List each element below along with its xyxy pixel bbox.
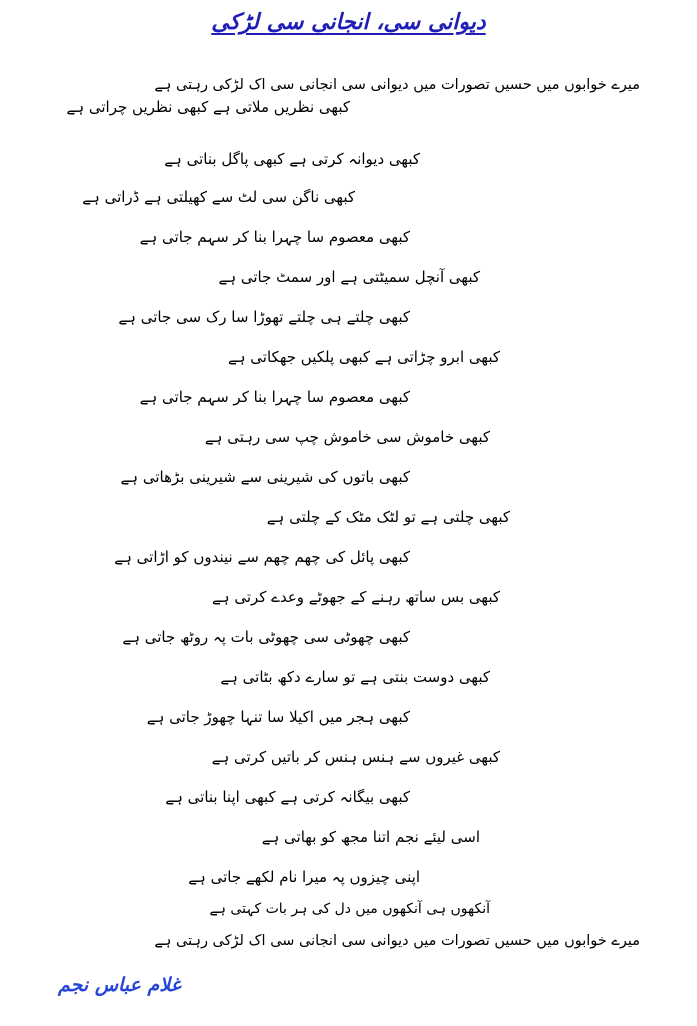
poem-line: کبھی بس ساتھ رہنے کے جھوٹے وعدے کرتی ہے: [211, 588, 500, 606]
poem-line: آنکھوں ہی آنکھوں میں دل کی ہر بات کہتی ہے: [209, 901, 490, 917]
poem-line: میرے خوابوں میں حسیں تصورات میں دیوانی سی انجانی سی اک لڑکی رہتی ہے: [154, 77, 640, 93]
poem-line: کبھی ناگن سی لٹ سے کھیلتی ہے ڈراتی ہے: [82, 188, 355, 206]
poem-line: کبھی خاموش سی خاموش چپ سی رہتی ہے: [204, 428, 490, 446]
poem-line: میرے خوابوں میں حسیں تصورات میں دیوانی سی انجانی سی اک لڑکی رہتی ہے: [154, 933, 640, 949]
poem-line: کبھی دوست بنتی ہے تو سارے دکھ بٹاتی ہے: [220, 668, 490, 686]
poem-line: کبھی باتوں کی شیرینی سے شیرینی بڑھاتی ہے: [120, 468, 410, 486]
author-signature: غلام عباس نجم: [58, 974, 181, 996]
poem-line: کبھی دیوانہ کرتی ہے کبھی پاگل بناتی ہے: [164, 150, 420, 168]
poem-line: کبھی چلتے ہی چلتے تھوڑا سا رک سی جاتی ہے: [118, 308, 410, 326]
poem-line: کبھی ہجر میں اکیلا سا تنہا چھوڑ جاتی ہے: [146, 708, 410, 726]
poem-line: کبھی چلتی ہے تو لٹک مٹک کے چلتی ہے: [266, 508, 510, 526]
poem-line: اسی لیئے نجم اتنا مجھ کو بھاتی ہے: [261, 828, 480, 846]
poem-line: کبھی پائل کی چھم چھم سے نیندوں کو اڑاتی ہے: [114, 548, 410, 566]
poem-line: کبھی غیروں سے ہنس ہنس کر باتیں کرتی ہے: [211, 748, 500, 766]
poem-title: دیوانی سی، انجانی سی لڑکی: [211, 10, 486, 35]
poem-line: کبھی معصوم سا چہرا بنا کر سہم جاتی ہے: [139, 388, 410, 406]
poem-line: کبھی آنچل سمیٹتی ہے اور سمٹ جاتی ہے: [218, 268, 480, 286]
poem-line: کبھی معصوم سا چہرا بنا کر سہم جاتی ہے: [139, 228, 410, 246]
poem-line: کبھی بیگانہ کرتی ہے کبھی اپنا بناتی ہے: [165, 788, 410, 806]
poem-line: اپنی چیزوں پہ میرا نام لکھے جاتی ہے: [188, 868, 420, 886]
poem-line: کبھی چھوٹی سی چھوٹی بات پہ روٹھ جاتی ہے: [122, 628, 410, 646]
poem-line: کبھی نظریں ملاتی ہے کبھی نظریں چراتی ہے: [66, 98, 350, 116]
poem-line: کبھی ابرو چڑاتی ہے کبھی پلکیں جھکاتی ہے: [227, 348, 500, 366]
